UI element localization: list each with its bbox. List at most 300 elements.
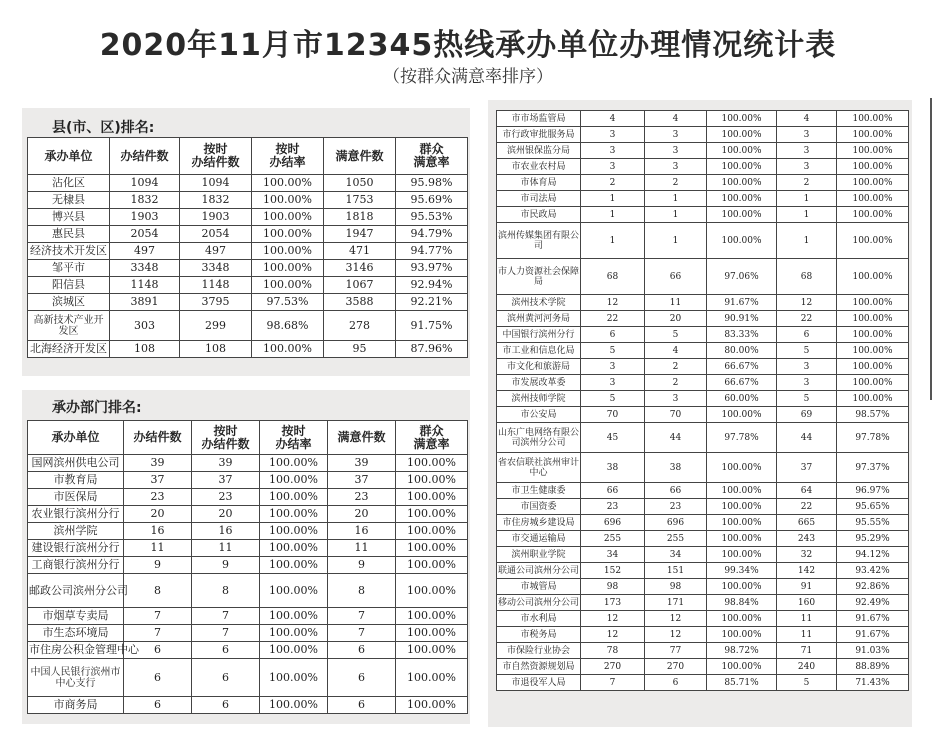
unit-name-cell: 市烟草专卖局: [28, 608, 124, 625]
value-cell: 100.00%: [260, 506, 328, 523]
table-row: [28, 243, 468, 260]
value-cell: 37: [328, 472, 396, 489]
value-cell: 1094: [180, 175, 252, 192]
value-cell: 3348: [180, 260, 252, 277]
value-cell: 1: [581, 191, 645, 207]
unit-name-cell: 市商务局: [28, 697, 124, 714]
unit-name-cell: 移动公司滨州分公司: [497, 595, 581, 611]
table-row: [28, 175, 468, 192]
value-cell: 44: [645, 423, 707, 453]
value-cell: 100.00%: [252, 192, 324, 209]
value-cell: 100.00%: [260, 642, 328, 659]
value-cell: 22: [777, 499, 837, 515]
unit-name-cell: 市水利局: [497, 611, 581, 627]
value-cell: 100.00%: [707, 159, 777, 175]
value-cell: 16: [328, 523, 396, 540]
table-row: [28, 659, 468, 697]
value-cell: 90.91%: [707, 311, 777, 327]
value-cell: 7: [124, 625, 192, 642]
value-cell: 100.00%: [837, 311, 909, 327]
value-cell: 270: [645, 659, 707, 675]
value-cell: 4: [777, 111, 837, 127]
value-cell: 100.00%: [707, 111, 777, 127]
value-cell: 2054: [180, 226, 252, 243]
unit-name-cell: 市司法局: [497, 191, 581, 207]
value-cell: 100.00%: [260, 489, 328, 506]
value-cell: 3: [645, 391, 707, 407]
value-cell: 100.00%: [396, 697, 468, 714]
value-cell: 8: [124, 574, 192, 608]
value-cell: 2: [645, 175, 707, 191]
value-cell: 92.49%: [837, 595, 909, 611]
value-cell: 11: [124, 540, 192, 557]
table-row: [28, 625, 468, 642]
unit-name-cell: 市住房城乡建设局: [497, 515, 581, 531]
value-cell: 7: [581, 675, 645, 691]
value-cell: 5: [581, 343, 645, 359]
value-cell: 100.00%: [837, 359, 909, 375]
unit-name-cell: 沾化区: [28, 175, 110, 192]
value-cell: 6: [192, 659, 260, 697]
column-header: 按时 办结率: [252, 138, 324, 175]
value-cell: 2: [777, 175, 837, 191]
value-cell: 12: [645, 627, 707, 643]
value-cell: 3588: [324, 294, 396, 311]
value-cell: 23: [581, 499, 645, 515]
value-cell: 100.00%: [396, 455, 468, 472]
unit-name-cell: 经济技术开发区: [28, 243, 110, 260]
value-cell: 151: [645, 563, 707, 579]
value-cell: 71: [777, 643, 837, 659]
value-cell: 20: [192, 506, 260, 523]
value-cell: 94.12%: [837, 547, 909, 563]
unit-name-cell: 中国人民银行滨州市中心支行: [28, 659, 124, 697]
value-cell: 99.34%: [707, 563, 777, 579]
value-cell: 7: [192, 625, 260, 642]
value-cell: 100.00%: [707, 531, 777, 547]
table-row: [497, 531, 909, 547]
value-cell: 34: [645, 547, 707, 563]
unit-name-cell: 省农信联社滨州审计中心: [497, 453, 581, 483]
column-header: 群众 满意率: [396, 138, 468, 175]
value-cell: 3: [777, 359, 837, 375]
table-row: [497, 611, 909, 627]
table-row: [497, 579, 909, 595]
table-row: [497, 359, 909, 375]
table-row: [28, 523, 468, 540]
table-row: [497, 111, 909, 127]
value-cell: 91.03%: [837, 643, 909, 659]
value-cell: 5: [777, 391, 837, 407]
unit-name-cell: 市卫生健康委: [497, 483, 581, 499]
unit-name-cell: 市国资委: [497, 499, 581, 515]
value-cell: 37: [777, 453, 837, 483]
value-cell: 1832: [110, 192, 180, 209]
value-cell: 100.00%: [396, 523, 468, 540]
unit-name-cell: 无棣县: [28, 192, 110, 209]
value-cell: 100.00%: [707, 143, 777, 159]
value-cell: 100.00%: [260, 523, 328, 540]
table-row: [497, 175, 909, 191]
value-cell: 6: [124, 697, 192, 714]
value-cell: 22: [581, 311, 645, 327]
table-row: [28, 260, 468, 277]
value-cell: 100.00%: [252, 175, 324, 192]
value-cell: 2: [581, 175, 645, 191]
table-row: [28, 294, 468, 311]
value-cell: 8: [328, 574, 396, 608]
value-cell: 100.00%: [396, 540, 468, 557]
value-cell: 100.00%: [837, 223, 909, 259]
value-cell: 4: [645, 111, 707, 127]
value-cell: 22: [777, 311, 837, 327]
value-cell: 97.06%: [707, 259, 777, 295]
value-cell: 20: [124, 506, 192, 523]
value-cell: 243: [777, 531, 837, 547]
unit-name-cell: 中国银行滨州分行: [497, 327, 581, 343]
value-cell: 1903: [110, 209, 180, 226]
column-header: 群众 满意率: [396, 421, 468, 455]
unit-name-cell: 市农业农村局: [497, 159, 581, 175]
value-cell: 100.00%: [837, 111, 909, 127]
value-cell: 100.00%: [260, 574, 328, 608]
value-cell: 3: [777, 375, 837, 391]
table-row: [497, 159, 909, 175]
value-cell: 2054: [110, 226, 180, 243]
value-cell: 66: [645, 483, 707, 499]
value-cell: 7: [328, 625, 396, 642]
column-header: 满意件数: [324, 138, 396, 175]
value-cell: 100.00%: [707, 127, 777, 143]
unit-name-cell: 农业银行滨州分行: [28, 506, 124, 523]
value-cell: 91.67%: [837, 627, 909, 643]
unit-name-cell: 高新技术产业开发区: [28, 311, 110, 341]
column-header: 承办单位: [28, 421, 124, 455]
value-cell: 97.37%: [837, 453, 909, 483]
value-cell: 142: [777, 563, 837, 579]
value-cell: 68: [777, 259, 837, 295]
table-row: [28, 608, 468, 625]
value-cell: 98.57%: [837, 407, 909, 423]
value-cell: 100.00%: [707, 207, 777, 223]
value-cell: 16: [192, 523, 260, 540]
unit-name-cell: 市自然资源规划局: [497, 659, 581, 675]
value-cell: 9: [124, 557, 192, 574]
value-cell: 95.29%: [837, 531, 909, 547]
unit-name-cell: 滨州技师学院: [497, 391, 581, 407]
value-cell: 2: [645, 375, 707, 391]
value-cell: 95.55%: [837, 515, 909, 531]
value-cell: 23: [192, 489, 260, 506]
unit-name-cell: 滨州技术学院: [497, 295, 581, 311]
unit-name-cell: 市退役军人局: [497, 675, 581, 691]
column-header: 按时 办结件数: [180, 138, 252, 175]
value-cell: 665: [777, 515, 837, 531]
table-row: [497, 311, 909, 327]
value-cell: 6: [328, 642, 396, 659]
value-cell: 91.75%: [396, 311, 468, 341]
value-cell: 100.00%: [252, 277, 324, 294]
dept-table-continued: [496, 110, 909, 691]
value-cell: 32: [777, 547, 837, 563]
value-cell: 92.21%: [396, 294, 468, 311]
unit-name-cell: 工商银行滨州分行: [28, 557, 124, 574]
value-cell: 11: [645, 295, 707, 311]
value-cell: 91: [777, 579, 837, 595]
value-cell: 80.00%: [707, 343, 777, 359]
value-cell: 1832: [180, 192, 252, 209]
value-cell: 8: [192, 574, 260, 608]
unit-name-cell: 滨州传媒集团有限公司: [497, 223, 581, 259]
value-cell: 171: [645, 595, 707, 611]
value-cell: 23: [328, 489, 396, 506]
county-header-row: [28, 138, 468, 175]
value-cell: 100.00%: [837, 375, 909, 391]
value-cell: 3: [645, 127, 707, 143]
value-cell: 98.68%: [252, 311, 324, 341]
value-cell: 44: [777, 423, 837, 453]
value-cell: 66.67%: [707, 375, 777, 391]
value-cell: 9: [192, 557, 260, 574]
table-row: [28, 226, 468, 243]
value-cell: 100.00%: [252, 226, 324, 243]
unit-name-cell: 市住房公积金管理中心: [28, 642, 124, 659]
value-cell: 100.00%: [260, 472, 328, 489]
table-row: [497, 643, 909, 659]
value-cell: 1094: [110, 175, 180, 192]
value-cell: 66.67%: [707, 359, 777, 375]
value-cell: 3348: [110, 260, 180, 277]
unit-name-cell: 市生态环境局: [28, 625, 124, 642]
value-cell: 39: [192, 455, 260, 472]
value-cell: 16: [124, 523, 192, 540]
value-cell: 97.53%: [252, 294, 324, 311]
value-cell: 255: [645, 531, 707, 547]
value-cell: 1050: [324, 175, 396, 192]
value-cell: 1: [777, 207, 837, 223]
value-cell: 160: [777, 595, 837, 611]
value-cell: 3: [581, 143, 645, 159]
table-row: [497, 675, 909, 691]
unit-name-cell: 滨城区: [28, 294, 110, 311]
value-cell: 7: [124, 608, 192, 625]
value-cell: 96.97%: [837, 483, 909, 499]
value-cell: 66: [581, 483, 645, 499]
value-cell: 70: [645, 407, 707, 423]
page-subtitle: （按群众满意率排序）: [383, 67, 553, 87]
unit-name-cell: 市交通运输局: [497, 531, 581, 547]
value-cell: 6: [192, 642, 260, 659]
value-cell: 100.00%: [260, 697, 328, 714]
table-row: [28, 472, 468, 489]
column-header: 承办单位: [28, 138, 110, 175]
table-row: [497, 453, 909, 483]
table-row: [497, 499, 909, 515]
value-cell: 100.00%: [837, 391, 909, 407]
value-cell: 100.00%: [837, 175, 909, 191]
table-row: [497, 259, 909, 295]
table-row: [28, 642, 468, 659]
unit-name-cell: 市工业和信息化局: [497, 343, 581, 359]
table-row: [497, 563, 909, 579]
value-cell: 23: [645, 499, 707, 515]
value-cell: 69: [777, 407, 837, 423]
value-cell: 3: [581, 159, 645, 175]
value-cell: 6: [124, 642, 192, 659]
table-row: [497, 191, 909, 207]
unit-name-cell: 滨州职业学院: [497, 547, 581, 563]
county-table: [27, 137, 468, 358]
unit-name-cell: 市市场监管局: [497, 111, 581, 127]
value-cell: 5: [581, 391, 645, 407]
unit-name-cell: 滨州银保监分局: [497, 143, 581, 159]
value-cell: 100.00%: [707, 191, 777, 207]
value-cell: 100.00%: [837, 191, 909, 207]
value-cell: 98: [581, 579, 645, 595]
value-cell: 3: [777, 159, 837, 175]
unit-name-cell: 邹平市: [28, 260, 110, 277]
column-header: 办结件数: [124, 421, 192, 455]
unit-name-cell: 市教育局: [28, 472, 124, 489]
page-title: 2020年11月市12345热线承办单位办理情况统计表: [99, 28, 837, 63]
value-cell: 1: [581, 223, 645, 259]
value-cell: 100.00%: [396, 608, 468, 625]
table-row: [28, 489, 468, 506]
value-cell: 100.00%: [396, 642, 468, 659]
value-cell: 100.00%: [707, 407, 777, 423]
value-cell: 100.00%: [707, 175, 777, 191]
table-row: [28, 209, 468, 226]
value-cell: 39: [124, 455, 192, 472]
table-row: [28, 277, 468, 294]
value-cell: 20: [645, 311, 707, 327]
value-cell: 100.00%: [260, 557, 328, 574]
unit-name-cell: 惠民县: [28, 226, 110, 243]
value-cell: 93.97%: [396, 260, 468, 277]
table-row: [28, 311, 468, 341]
table-row: [497, 595, 909, 611]
value-cell: 100.00%: [707, 579, 777, 595]
unit-name-cell: 邮政公司滨州分公司: [28, 574, 124, 608]
value-cell: 95: [324, 341, 396, 358]
county-heading: 县(市、区)排名:: [52, 120, 155, 136]
unit-name-cell: 北海经济开发区: [28, 341, 110, 358]
value-cell: 95.53%: [396, 209, 468, 226]
value-cell: 100.00%: [707, 611, 777, 627]
dept-header-row: [28, 421, 468, 455]
value-cell: 3: [645, 143, 707, 159]
value-cell: 100.00%: [707, 547, 777, 563]
value-cell: 100.00%: [396, 574, 468, 608]
unit-name-cell: 阳信县: [28, 277, 110, 294]
value-cell: 6: [328, 659, 396, 697]
value-cell: 108: [180, 341, 252, 358]
value-cell: 12: [777, 295, 837, 311]
value-cell: 45: [581, 423, 645, 453]
value-cell: 278: [324, 311, 396, 341]
value-cell: 1067: [324, 277, 396, 294]
table-row: [497, 327, 909, 343]
table-row: [497, 143, 909, 159]
value-cell: 77: [645, 643, 707, 659]
value-cell: 5: [777, 675, 837, 691]
table-row: [28, 697, 468, 714]
value-cell: 94.79%: [396, 226, 468, 243]
value-cell: 100.00%: [837, 343, 909, 359]
value-cell: 11: [192, 540, 260, 557]
unit-name-cell: 市民政局: [497, 207, 581, 223]
value-cell: 11: [328, 540, 396, 557]
table-row: [28, 341, 468, 358]
value-cell: 91.67%: [837, 611, 909, 627]
table-row: [28, 557, 468, 574]
table-row: [497, 127, 909, 143]
value-cell: 7: [192, 608, 260, 625]
value-cell: 100.00%: [252, 260, 324, 277]
value-cell: 3891: [110, 294, 180, 311]
value-cell: 98.84%: [707, 595, 777, 611]
value-cell: 60.00%: [707, 391, 777, 407]
unit-name-cell: 市体育局: [497, 175, 581, 191]
value-cell: 696: [581, 515, 645, 531]
value-cell: 497: [180, 243, 252, 260]
value-cell: 1: [645, 207, 707, 223]
value-cell: 95.65%: [837, 499, 909, 515]
value-cell: 11: [777, 611, 837, 627]
value-cell: 100.00%: [396, 506, 468, 523]
value-cell: 71.43%: [837, 675, 909, 691]
value-cell: 68: [581, 259, 645, 295]
table-row: [28, 455, 468, 472]
unit-name-cell: 山东广电网络有限公司滨州分公司: [497, 423, 581, 453]
value-cell: 100.00%: [837, 259, 909, 295]
value-cell: 3795: [180, 294, 252, 311]
value-cell: 471: [324, 243, 396, 260]
table-row: [497, 407, 909, 423]
value-cell: 37: [124, 472, 192, 489]
value-cell: 39: [328, 455, 396, 472]
value-cell: 240: [777, 659, 837, 675]
table-row: [497, 375, 909, 391]
value-cell: 38: [645, 453, 707, 483]
value-cell: 3146: [324, 260, 396, 277]
value-cell: 2: [645, 359, 707, 375]
table-row: [28, 540, 468, 557]
value-cell: 100.00%: [837, 295, 909, 311]
value-cell: 100.00%: [260, 625, 328, 642]
value-cell: 6: [192, 697, 260, 714]
value-cell: 108: [110, 341, 180, 358]
value-cell: 1903: [180, 209, 252, 226]
value-cell: 3: [581, 375, 645, 391]
unit-name-cell: 市发展改革委: [497, 375, 581, 391]
value-cell: 23: [124, 489, 192, 506]
value-cell: 1753: [324, 192, 396, 209]
table-row: [28, 574, 468, 608]
value-cell: 9: [328, 557, 396, 574]
value-cell: 12: [581, 295, 645, 311]
value-cell: 85.71%: [707, 675, 777, 691]
unit-name-cell: 市行政审批服务局: [497, 127, 581, 143]
value-cell: 4: [581, 111, 645, 127]
value-cell: 11: [777, 627, 837, 643]
value-cell: 94.77%: [396, 243, 468, 260]
value-cell: 97.78%: [837, 423, 909, 453]
unit-name-cell: 联通公司滨州分公司: [497, 563, 581, 579]
value-cell: 100.00%: [252, 243, 324, 260]
value-cell: 1148: [110, 277, 180, 294]
value-cell: 173: [581, 595, 645, 611]
